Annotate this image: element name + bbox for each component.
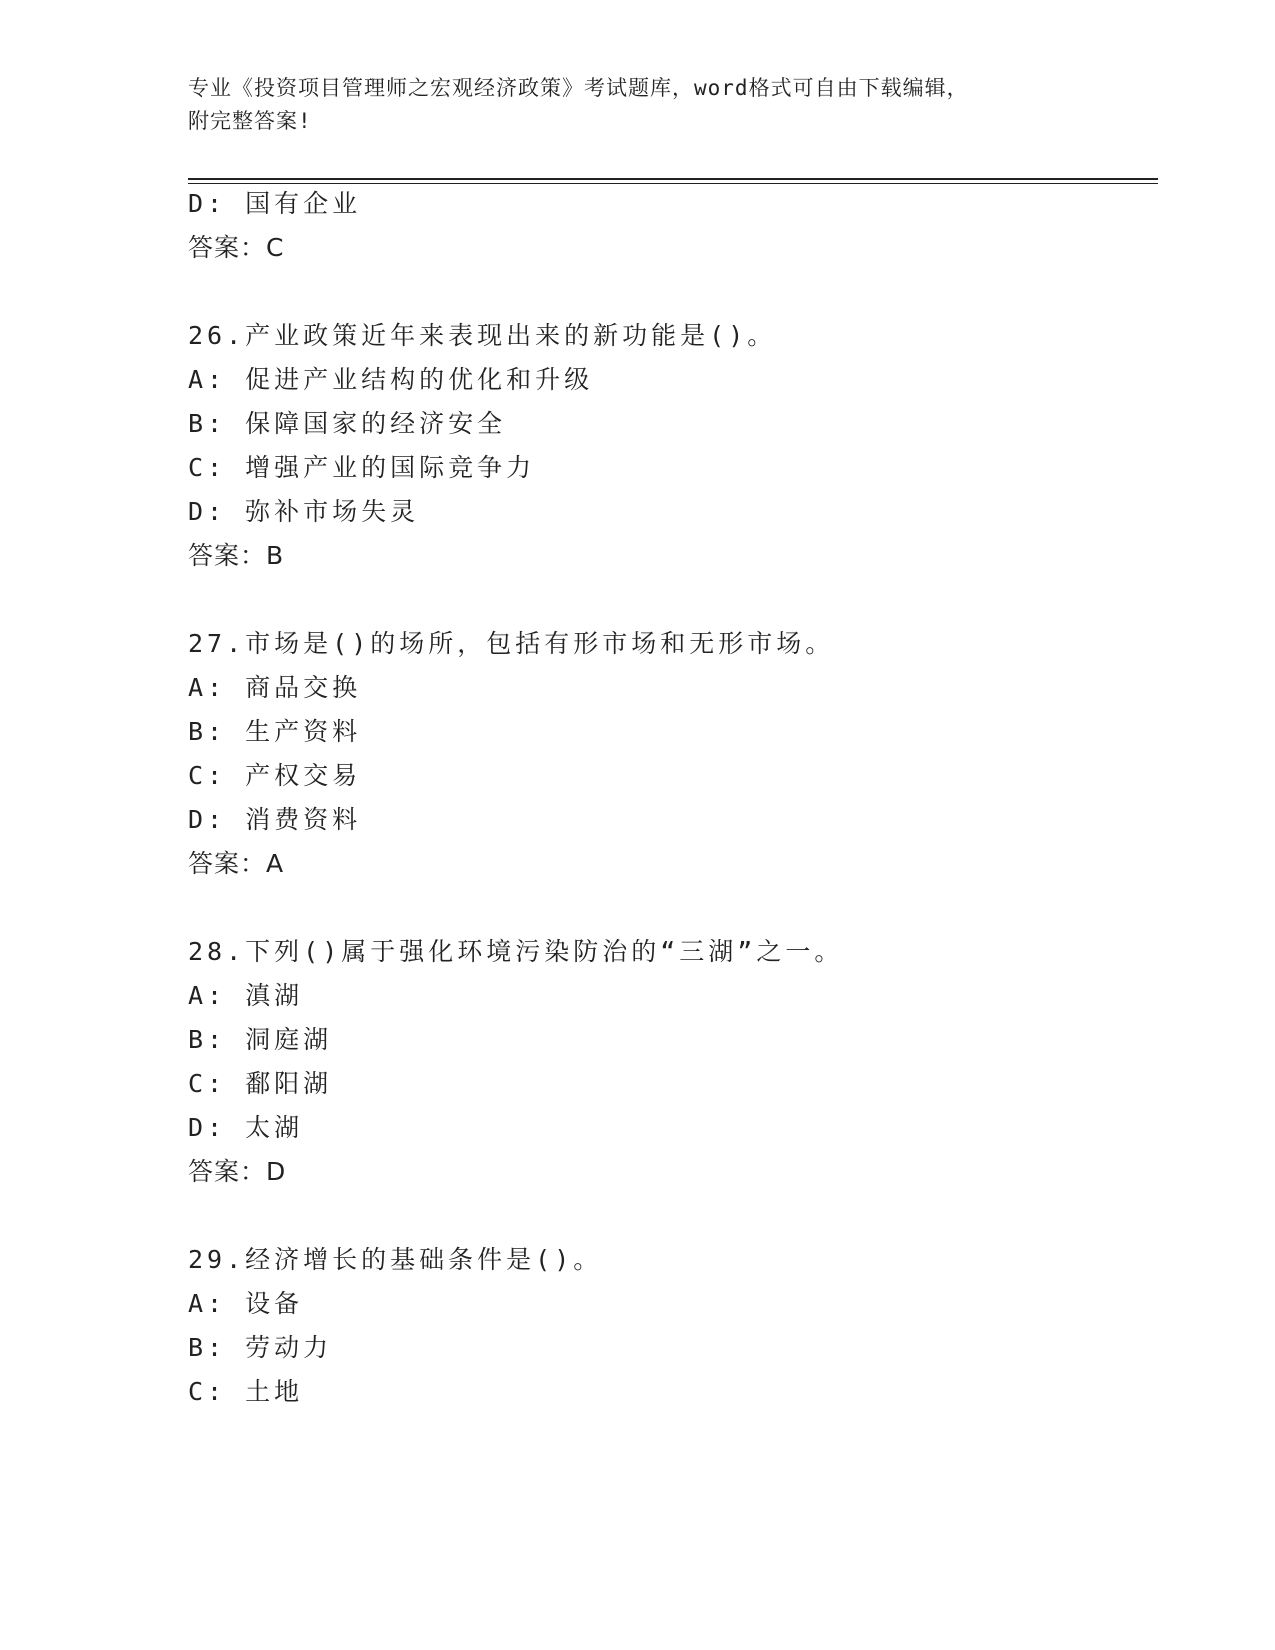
question-28-option-b: B: 洞庭湖 xyxy=(188,1025,333,1054)
question-27-answer: 答案：A xyxy=(188,849,285,878)
prev-option-d: D: 国有企业 xyxy=(188,189,362,218)
question-26-answer: 答案：B xyxy=(188,541,285,570)
question-27-option-b: B: 生产资料 xyxy=(188,717,362,746)
question-29-option-b: B: 劳动力 xyxy=(188,1333,333,1362)
question-28-option-c: C: 鄱阳湖 xyxy=(188,1069,333,1098)
question-27-stem: 27.市场是()的场所，包括有形市场和无形市场。 xyxy=(188,629,835,658)
question-29-option-a: A: 设备 xyxy=(188,1289,304,1318)
question-28-option-d: D: 太湖 xyxy=(188,1113,304,1142)
question-27-option-d: D: 消费资料 xyxy=(188,805,362,834)
question-28-option-a: A: 滇湖 xyxy=(188,981,304,1010)
prev-answer: 答案：C xyxy=(188,233,285,262)
question-28-stem: 28.下列()属于强化环境污染防治的“三湖”之一。 xyxy=(188,937,844,966)
question-27-option-a: A: 商品交换 xyxy=(188,673,362,702)
question-29-option-c: C: 土地 xyxy=(188,1377,304,1406)
question-26-option-c: C: 增强产业的国际竞争力 xyxy=(188,453,536,482)
document-header xyxy=(188,72,1088,138)
question-28-answer: 答案：D xyxy=(188,1157,287,1186)
question-29-stem: 29.经济增长的基础条件是()。 xyxy=(188,1245,603,1274)
header-line-1: 专业《投资项目管理师之宏观经济政策》考试题库，word格式可自由下载编辑， xyxy=(188,76,969,100)
header-divider-thin xyxy=(188,183,1158,184)
question-27-option-c: C: 产权交易 xyxy=(188,761,362,790)
header-line-2: 附完整答案! xyxy=(188,109,312,133)
question-26-stem: 26.产业政策近年来表现出来的新功能是()。 xyxy=(188,321,777,350)
header-divider-thick xyxy=(188,178,1158,180)
question-26-option-b: B: 保障国家的经济安全 xyxy=(188,409,507,438)
question-26-option-a: A: 促进产业结构的优化和升级 xyxy=(188,365,594,394)
question-26-option-d: D: 弥补市场失灵 xyxy=(188,497,420,526)
